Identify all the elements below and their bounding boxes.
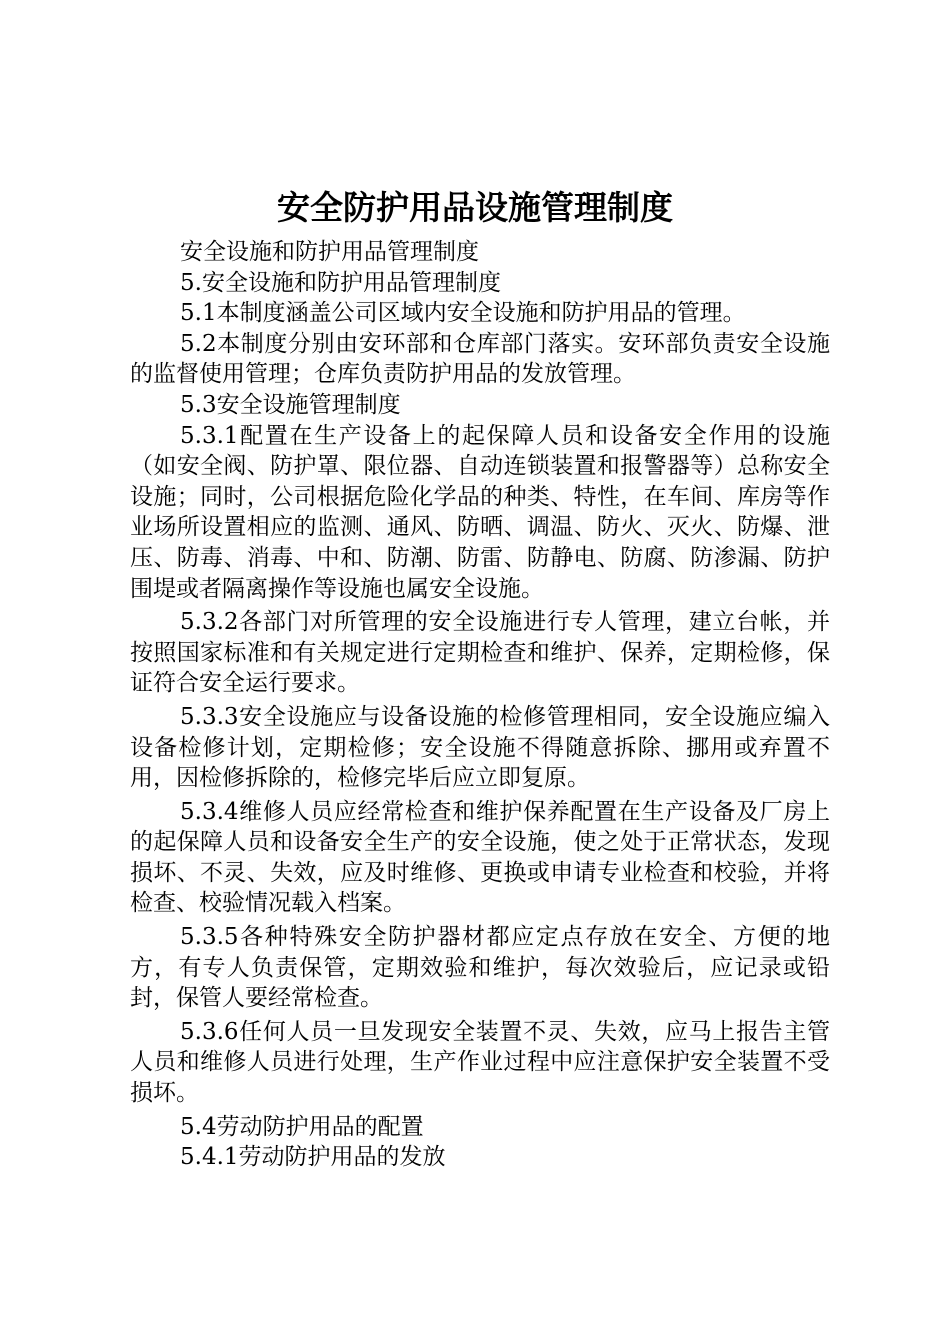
paragraph: 5.1本制度涵盖公司区域内安全设施和防护用品的管理。 [180,300,746,327]
paragraph: 5.2本制度分别由安环部和仓库部门落实。安环部负责安全设施的监督使用管理；仓库负责防护用品的发放管理。 [130,330,830,388]
paragraph: 5.4.1劳动防护用品的发放 [180,1144,446,1171]
paragraph: 5.3.2各部门对所管理的安全设施进行专人管理，建立台帐，并按照国家标准和有关规定进行定期检查和维护、保养，定期检修，保证符合安全运行要求。 [130,609,830,697]
paragraph: 5.3.6任何人员一旦发现安全装置不灵、失效，应马上报告主管人员和维修人员进行处理，生产作业过程中应注意保护安全装置不受损坏。 [130,1018,830,1107]
paragraph: 5.3.3安全设施应与设备设施的检修管理相同，安全设施应编入设备检修计划，定期检修；安全设施不得随意拆除、挪用或弃置不用，因检修拆除的，检修完毕后应立即复原。 [130,703,830,792]
paragraph: 5.3.1配置在生产设备上的起保障人员和设备安全作用的设施（如安全阀、防护罩、限位器、自动连锁装置和报警器等）总称安全设施；同时，公司根据危险化学品的种类、特性，在车间、库房等作业场所设置相应的监测、通风、防晒、调温、防火、灭火、防爆、泄压、防毒、消毒、中和、防潮、防雷、防静电、防腐、防渗漏、防护围堤或者隔离操作等设施也属安全设施。 [130,422,830,602]
document-title: 安全防护用品设施管理制度 [277,188,673,227]
paragraph: 5.3安全设施管理制度 [180,391,401,418]
paragraph: 5.3.5各种特殊安全防护器材都应定点存放在安全、方便的地方，有专人负责保管，定期效验和维护，每次效验后，应记录或铅封，保管人要经常检查。 [130,924,830,1012]
paragraph: 5.3.4维修人员应经常检查和维护保养配置在生产设备及厂房上的起保障人员和设备安全生产的安全设施，使之处于正常状态，发现损坏、不灵、失效，应及时维修、更换或申请专业检查和校验，并将检查、校验情况载入档案。 [130,798,830,917]
document-body [130,237,830,1173]
paragraph: 安全设施和防护用品管理制度 [180,239,479,265]
paragraph: 5.4劳动防护用品的配置 [180,1113,424,1140]
paragraph: 5.安全设施和防护用品管理制度 [180,269,501,296]
